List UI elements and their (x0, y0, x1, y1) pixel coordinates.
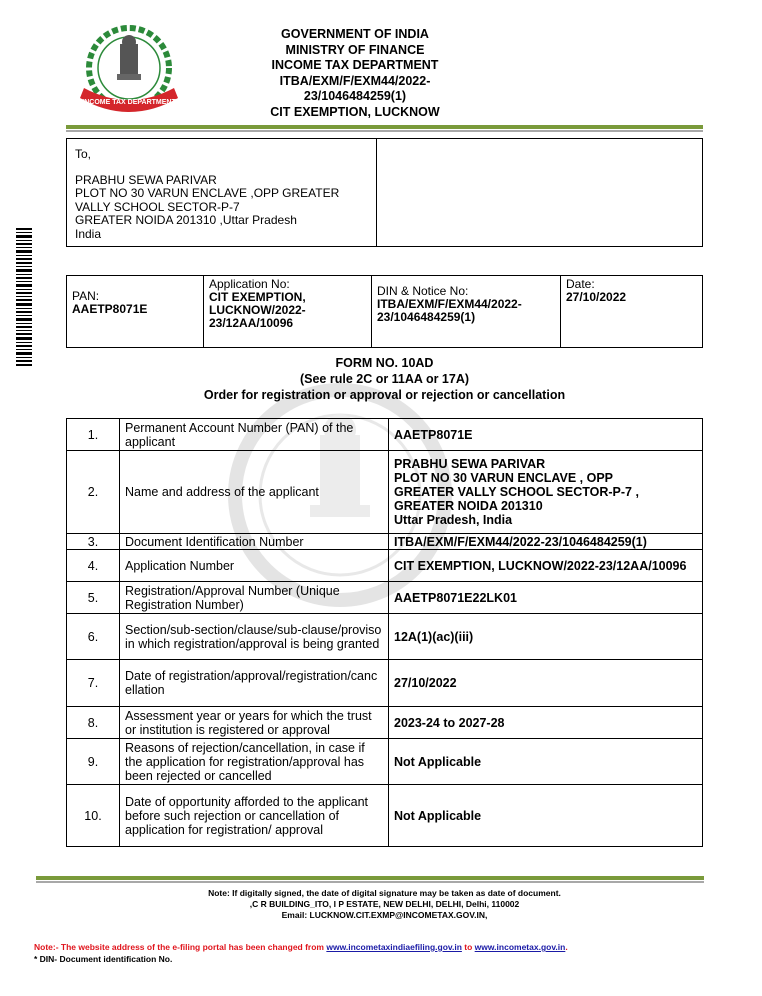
addressee-line-2: VALLY SCHOOL SECTOR-P-7 (75, 199, 240, 214)
row-label: Date of opportunity afforded to the applicant before such rejection or cancellation of application for registration/ approval (120, 785, 389, 847)
table-row (67, 614, 703, 660)
reference-table (66, 275, 703, 348)
income-tax-logo (70, 18, 188, 120)
applicant-line-3: GREATER VALLY SCHOOL SECTOR-P-7 , (394, 485, 639, 499)
application-value-1: CIT EXEMPTION, (209, 290, 306, 304)
portal-change-note (34, 941, 568, 953)
pan-label: PAN: (72, 289, 100, 303)
row-number: 9. (67, 739, 120, 785)
row-label: Application Number (120, 550, 389, 582)
old-portal-link[interactable]: www.incometaxindiaefiling.gov.in (326, 942, 462, 952)
row-number: 5. (67, 582, 120, 614)
row-value: 2023-24 to 2027-28 (389, 707, 703, 739)
header-line-3: INCOME TAX DEPARTMENT (271, 58, 439, 72)
footer-rule-gray (36, 881, 704, 883)
header-rule-green (66, 125, 703, 129)
portal-note-to: to (461, 942, 475, 952)
side-barcode (16, 228, 32, 366)
row-value: Not Applicable (389, 739, 703, 785)
table-row (67, 785, 703, 847)
application-label: Application No: (209, 277, 290, 291)
row-value: 27/10/2022 (389, 660, 703, 707)
header-line-1: GOVERNMENT OF INDIA (281, 27, 429, 41)
logo-text: INCOME TAX DEPARTMENT (82, 99, 176, 106)
row-number: 4. (67, 550, 120, 582)
header-line-5: 23/1046484259(1) (303, 89, 407, 103)
header-rule-gray (66, 130, 703, 132)
row-value: Not Applicable (389, 785, 703, 847)
footer-rule-green (36, 876, 704, 880)
form-title: FORM NO. 10AD (335, 356, 434, 370)
portal-note-text: Note:- The website address of the e-filing portal has been changed from (34, 942, 327, 952)
row-label: Reasons of rejection/cancellation, in case if the application for registration/approval has been rejected or cancelled (120, 739, 389, 785)
addressee-blank-cell (377, 139, 703, 247)
table-row (67, 534, 703, 550)
application-value-3: 23/12AA/10096 (209, 316, 294, 330)
signature-note (66, 888, 703, 921)
pan-cell (67, 276, 204, 348)
note-line-1: Note: If digitally signed, the date of digital signature may be taken as date of document. (208, 888, 561, 898)
table-row (67, 660, 703, 707)
form-subtitle: Order for registration or approval or rejection or cancellation (203, 388, 566, 402)
row-number: 3. (67, 534, 120, 550)
note-address: ,C R BUILDING_ITO, I P ESTATE, NEW DELHI, DELHI, Delhi, 110002 (249, 899, 520, 909)
pan-value: AAETP8071E (72, 302, 148, 316)
row-number: 7. (67, 660, 120, 707)
row-number: 10. (67, 785, 120, 847)
row-number: 2. (67, 451, 120, 534)
form-heading (66, 355, 703, 403)
applicant-line-4: GREATER NOIDA 201310 (394, 499, 543, 513)
row-label: Registration/Approval Number (Unique Registration Number) (120, 582, 389, 614)
row-value (389, 451, 703, 534)
row-value: AAETP8071E22LK01 (389, 582, 703, 614)
document-header (200, 27, 510, 120)
order-details-table (66, 418, 703, 847)
addressee-box (66, 138, 703, 247)
row-number: 1. (67, 419, 120, 451)
addressee-cell (67, 139, 377, 247)
row-label: Name and address of the applicant (120, 451, 389, 534)
row-label: Permanent Account Number (PAN) of the applicant (120, 419, 389, 451)
header-line-6: CIT EXEMPTION, LUCKNOW (270, 104, 440, 119)
row-value: CIT EXEMPTION, LUCKNOW/2022-23/12AA/10096 (389, 550, 703, 582)
new-portal-link[interactable]: www.incometax.gov.in (474, 942, 566, 952)
footer (34, 941, 568, 965)
date-cell (561, 276, 703, 348)
row-number: 8. (67, 707, 120, 739)
applicant-line-1: PRABHU SEWA PARIVAR (394, 457, 546, 471)
to-label: To, (75, 147, 92, 161)
addressee-name: PRABHU SEWA PARIVAR (75, 172, 217, 187)
table-row (67, 582, 703, 614)
date-value: 27/10/2022 (566, 290, 627, 304)
table-row (67, 739, 703, 785)
header-line-4: ITBA/EXM/F/EXM44/2022- (279, 73, 431, 88)
application-value-2: LUCKNOW/2022- (209, 303, 306, 317)
din-footnote: * DIN- Document identification No. (34, 954, 173, 964)
table-row (67, 707, 703, 739)
applicant-line-2: PLOT NO 30 VARUN ENCLAVE , OPP (394, 471, 614, 485)
din-value-1: ITBA/EXM/F/EXM44/2022- (377, 297, 522, 311)
din-value-2: 23/1046484259(1) (377, 310, 476, 324)
date-label: Date: (566, 277, 595, 291)
row-label: Document Identification Number (120, 534, 389, 550)
addressee-line-3: GREATER NOIDA 201310 ,Uttar Pradesh (75, 213, 297, 227)
header-line-2: MINISTRY OF FINANCE (285, 42, 425, 57)
applicant-line-5: Uttar Pradesh, India (394, 513, 513, 527)
row-value: ITBA/EXM/F/EXM44/2022-23/1046484259(1) (389, 534, 703, 550)
addressee-line-1: PLOT NO 30 VARUN ENCLAVE ,OPP GREATER (75, 186, 340, 200)
table-row (67, 451, 703, 534)
note-email: Email: LUCKNOW.CIT.EXMP@INCOMETAX.GOV.IN, (281, 910, 488, 920)
row-value: AAETP8071E (389, 419, 703, 451)
table-row (67, 419, 703, 451)
row-label: Section/sub-section/clause/sub-clause/proviso in which registration/approval is being granted (120, 614, 389, 660)
form-rule: (See rule 2C or 11AA or 17A) (299, 372, 470, 386)
row-value: 12A(1)(ac)(iii) (389, 614, 703, 660)
row-label: Assessment year or years for which the trust or institution is registered or approval (120, 707, 389, 739)
portal-note-end: . (565, 942, 568, 952)
row-label: Date of registration/approval/registration/cancellation (120, 660, 389, 707)
row-number: 6. (67, 614, 120, 660)
application-cell (204, 276, 372, 348)
din-label: DIN & Notice No: (377, 284, 469, 298)
din-cell (372, 276, 561, 348)
table-row (67, 550, 703, 582)
addressee-line-4: India (75, 226, 102, 241)
